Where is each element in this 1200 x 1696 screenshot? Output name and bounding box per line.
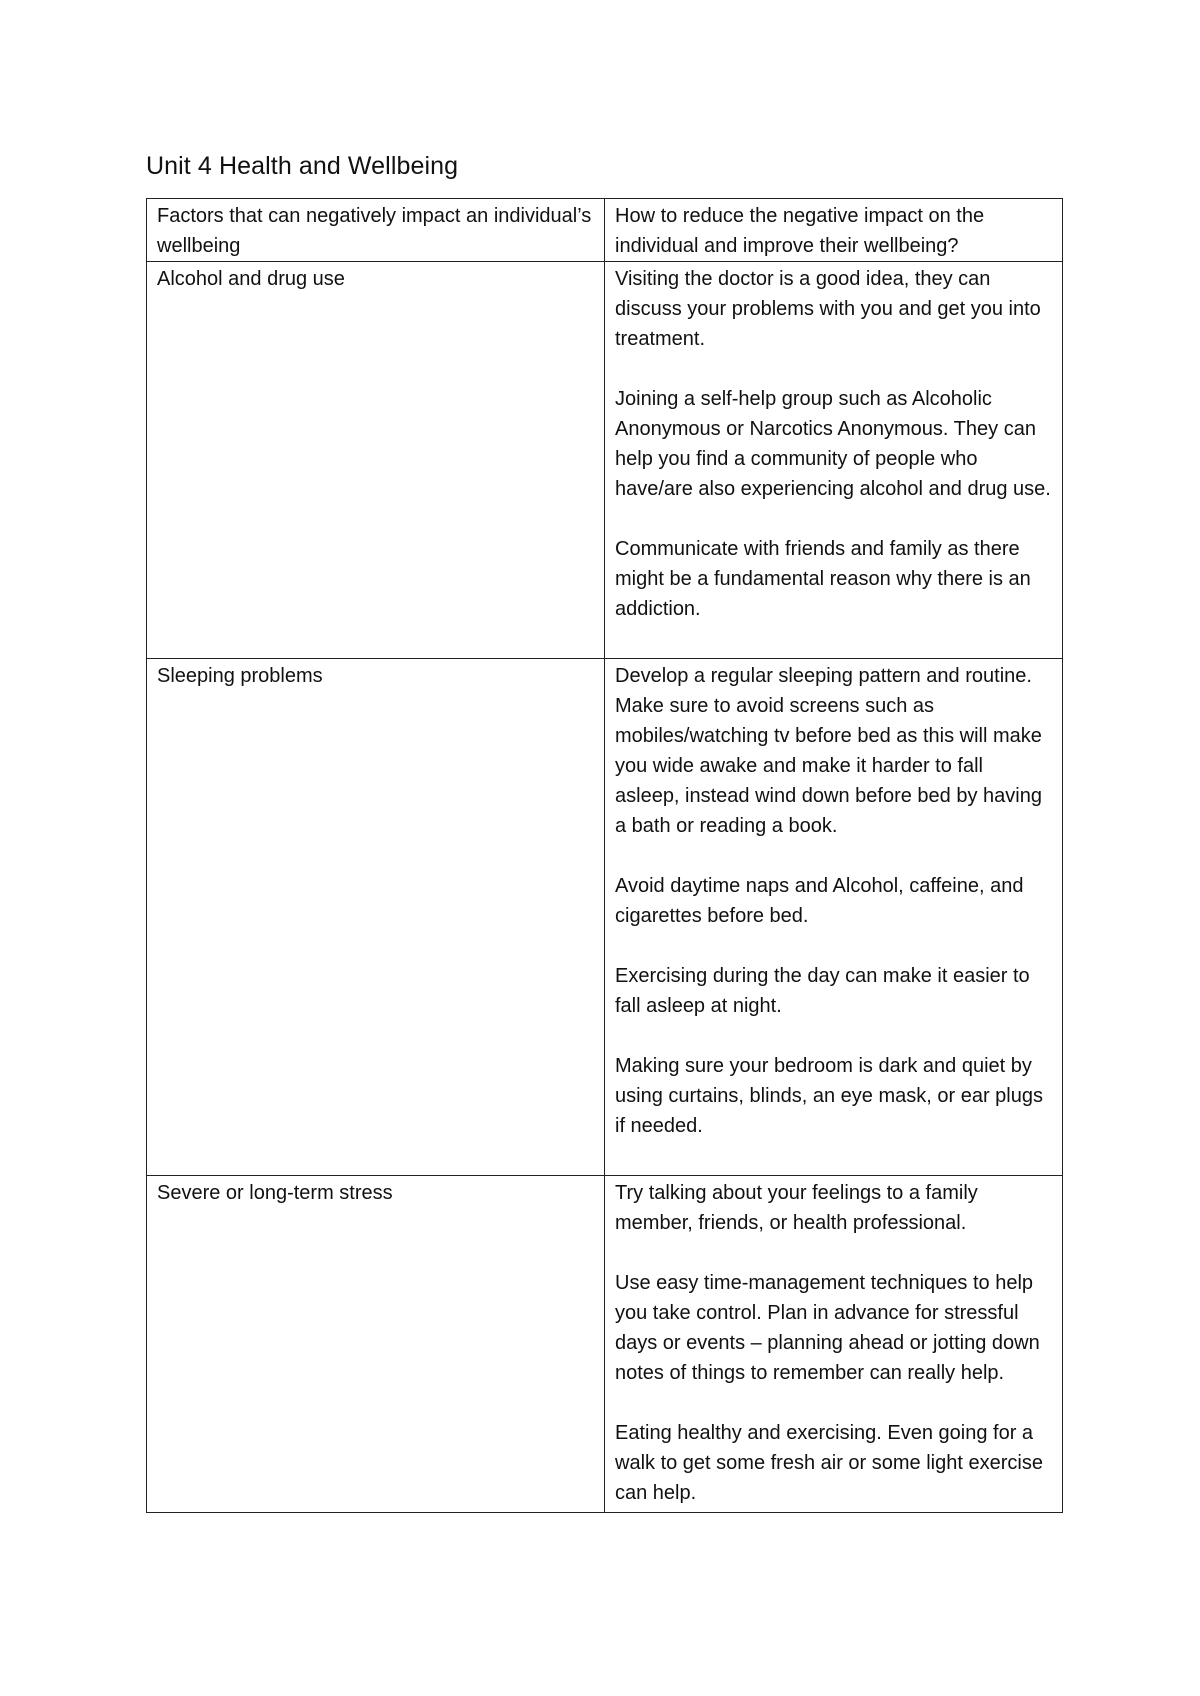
advice-cell: [605, 1176, 1063, 1513]
advice-paragraph: Joining a self-help group such as Alcoholic Anonymous or Narcotics Anonymous. They can help you find a community of people who have/are also experiencing alcohol and drug use.: [615, 388, 1051, 500]
factor-cell: Sleeping problems: [147, 659, 605, 1176]
factor-cell: Alcohol and drug use: [147, 262, 605, 659]
advice-paragraph: Communicate with friends and family as there might be a fundamental reason why there is an addiction.: [615, 538, 1031, 620]
advice-paragraph: Eating healthy and exercising. Even going for a walk to get some fresh air or some light exercise can help.: [615, 1422, 1043, 1504]
advice-paragraph: Try talking about your feelings to a family member, friends, or health professional.: [615, 1182, 978, 1234]
advice-paragraph: Exercising during the day can make it easier to fall asleep at night.: [615, 965, 1030, 1017]
factor-cell: Severe or long-term stress: [147, 1176, 605, 1513]
document-title: Unit 4 Health and Wellbeing: [146, 152, 459, 180]
advice-cell: [605, 659, 1063, 1176]
advice-paragraph: Visiting the doctor is a good idea, they can discuss your problems with you and get you into treatment.: [615, 268, 1041, 350]
advice-paragraph: Use easy time-management techniques to help you take control. Plan in advance for stressful days or events – planning ahead or jotting down notes of things to remember can really help.: [615, 1272, 1040, 1384]
advice-paragraph: Avoid daytime naps and Alcohol, caffeine, and cigarettes before bed.: [615, 875, 1024, 927]
header-cell-reduce-impact: How to reduce the negative impact on the individual and improve their wellbeing?: [605, 199, 1063, 262]
table-header-row: [147, 199, 1063, 262]
advice-cell: [605, 262, 1063, 659]
table-row: [147, 659, 1063, 1176]
wellbeing-table: [146, 198, 1063, 1513]
advice-paragraph: Making sure your bedroom is dark and quiet by using curtains, blinds, an eye mask, or ear plugs if needed.: [615, 1055, 1043, 1137]
advice-paragraph: Develop a regular sleeping pattern and routine. Make sure to avoid screens such as mobiles/watching tv before bed as this will make you wide awake and make it harder to fall asleep, instead wind down before bed by having a bath or reading a book.: [615, 665, 1042, 837]
header-cell-factors: Factors that can negatively impact an individual’s wellbeing: [147, 199, 605, 262]
table-row: [147, 1176, 1063, 1513]
table-row: [147, 262, 1063, 659]
